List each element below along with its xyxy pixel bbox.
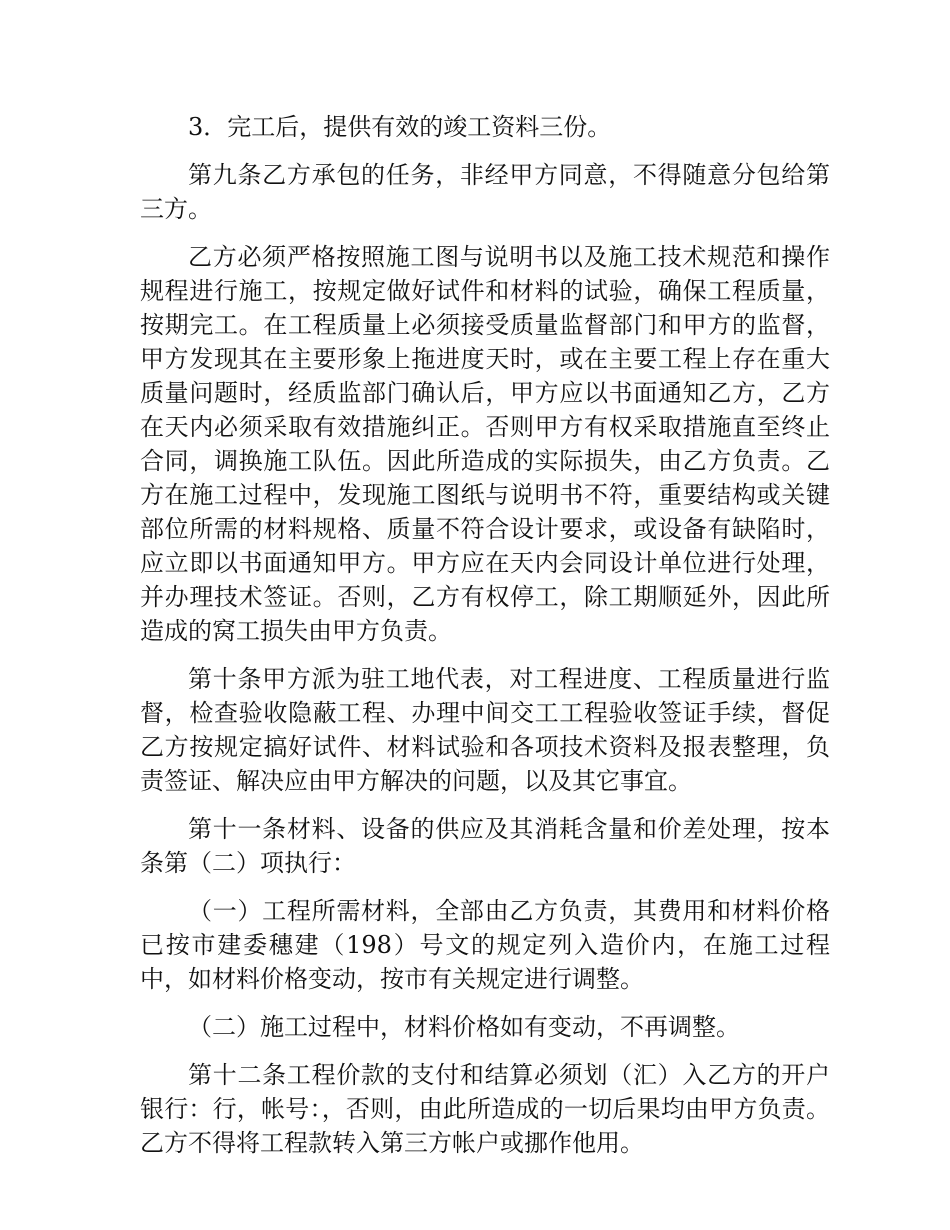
paragraph-item-1: （一）工程所需材料，全部由乙方负责，其费用和材料价格已按市建委穗建（198）号文的规定列入造价内，在施工过程中，如材料价格变动，按市有关规定进行调整。	[140, 897, 830, 993]
paragraph-article-10: 第十条甲方派为驻工地代表，对工程进度、工程质量进行监督，检查验收隐蔽工程、办理中间交工工程验收签证手续，督促乙方按规定搞好试件、材料试验和各项技术资料及报表整理，负责签证、解决应由甲方解决的问题，以及其它事宜。	[140, 665, 830, 795]
paragraph-construction-quality: 乙方必须严格按照施工图与说明书以及施工技术规范和操作规程进行施工，按规定做好试件和材料的试验，确保工程质量，按期完工。在工程质量上必须接受质量监督部门和甲方的监督，甲方发现其在主要形象上拖进度天时，或在主要工程上存在重大质量问题时，经质监部门确认后，甲方应以书面通知乙方，乙方在天内必须采取有效措施纠正。否则甲方有权采取措施直至终止合同，调换施工队伍。因此所造成的实际损失，由乙方负责。乙方在施工过程中，发现施工图纸与说明书不符，重要结构或关键部位所需的材料规格、质量不符合设计要求，或设备有缺陷时，应立即以书面通知甲方。甲方应在天内会同设计单位进行处理，并办理技术签证。否则，乙方有权停工，除工期顺延外，因此所造成的窝工损失由甲方负责。	[140, 243, 830, 645]
document-body	[140, 110, 830, 1174]
paragraph-item-2: （二）施工过程中，材料价格如有变动，不再调整。	[188, 1013, 740, 1041]
paragraph-article-12: 第十二条工程价款的支付和结算必须划（汇）入乙方的开户银行：行，帐号：，否则，由此所造成的一切后果均由甲方负责。乙方不得将工程款转入第三方帐户或挪作他用。	[140, 1061, 830, 1157]
paragraph-article-11: 第十一条材料、设备的供应及其消耗含量和价差处理，按本条第（二）项执行：	[140, 815, 830, 877]
paragraph-article-9: 第九条乙方承包的任务，非经甲方同意，不得随意分包给第三方。	[140, 161, 830, 223]
paragraph-completion-documents: 3．完工后，提供有效的竣工资料三份。	[188, 113, 612, 141]
